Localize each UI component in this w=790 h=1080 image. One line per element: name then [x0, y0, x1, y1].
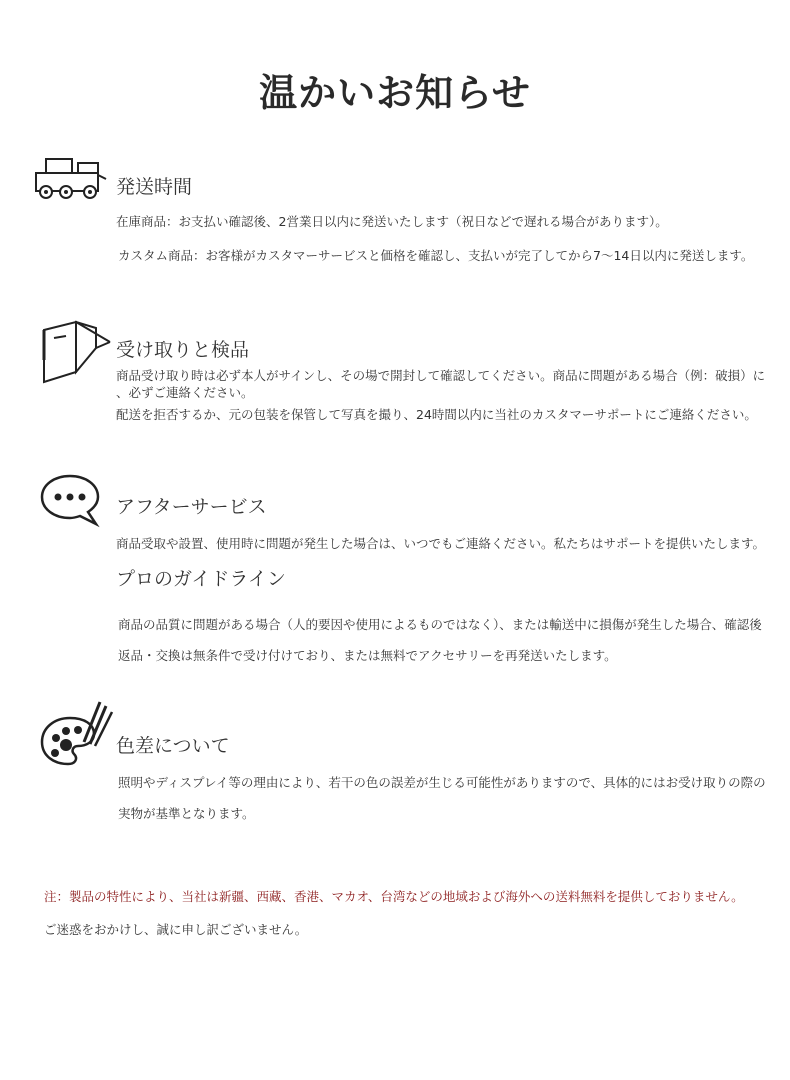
color-text-2: 実物が基準となります。 — [118, 806, 255, 821]
receipt-text-3: 配送を拒否するか、元の包装を保管して写真を撮り、24時間以内に当社のカスタマーサポートにご連絡ください。 — [116, 407, 757, 422]
guideline-text-1: 商品の品質に問題がある場合（人的要因や使用によるものではなく）、または輸送中に損傷が発生した場合、確認後 — [118, 617, 762, 632]
apology-note: ご迷惑をおかけし、誠に申し訳ございません。 — [44, 922, 308, 937]
color-text-1: 照明やディスプレイ等の理由により、若干の色の誤差が生じる可能性がありますので、具体的にはお受け取りの際の — [118, 775, 766, 790]
receipt-text-2: 、必ずご連絡ください。 — [116, 385, 254, 400]
truck-icon — [34, 155, 110, 201]
speech-bubble-icon — [40, 474, 102, 528]
guideline-text-2: 返品・交換は無条件で受け付けており、または無料でアクセサリーを再発送いたします。 — [118, 648, 617, 663]
section-heading-after-service: アフターサービス — [116, 496, 267, 518]
paint-palette-icon — [40, 698, 116, 768]
shipping-text-1: 在庫商品：お支払い確認後、2営業日以内に発送いたします（祝日などで遅れる場合があります）。 — [116, 214, 668, 229]
receipt-text-1: 商品受け取り時は必ず本人がサインし、その場で開封して確認してください。商品に問題がある場合（例：破損）に — [116, 368, 766, 383]
section-heading-shipping: 発送時間 — [116, 176, 193, 198]
page-title: 温かいお知らせ — [259, 71, 531, 115]
after-service-text-1: 商品受取や設置、使用時に問題が発生した場合は、いつでもご連絡ください。私たちはサポートを提供いたします。 — [116, 536, 766, 551]
package-box-icon — [40, 320, 112, 384]
shipping-exclusion-note: 注：製品の特性により、当社は新疆、西藏、香港、マカオ、台湾などの地域および海外への送料無料を提供しておりません。 — [44, 889, 744, 904]
section-heading-receipt: 受け取りと検品 — [116, 339, 250, 361]
section-heading-guideline: プロのガイドライン — [116, 568, 286, 590]
section-heading-color: 色差について — [116, 735, 230, 757]
shipping-text-2: カスタム商品：お客様がカスタマーサービスと価格を確認し、支払いが完了してから7〜14日以内に発送します。 — [118, 248, 754, 263]
